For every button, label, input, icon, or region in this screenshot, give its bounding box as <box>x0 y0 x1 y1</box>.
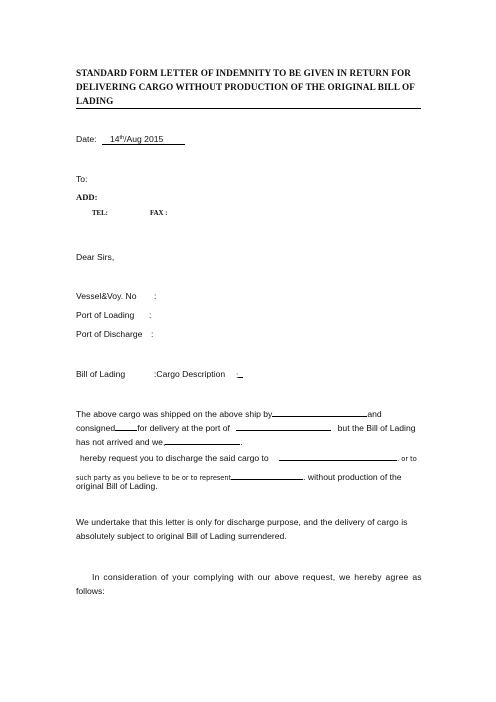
vessel-voyage-colon: : <box>154 291 157 301</box>
to-label: To: <box>76 174 88 184</box>
discharge-to-blank[interactable] <box>279 452 397 461</box>
para1-text-e: but the Bill of Lading <box>337 423 416 433</box>
represent-party-blank[interactable] <box>231 471 303 480</box>
port-of-discharge-colon: : <box>151 329 154 339</box>
para1-line3 <box>76 436 243 447</box>
para2-text-d: . without production of the <box>303 472 402 482</box>
add-label: ADD: <box>76 192 98 202</box>
document-title-line-2: DELIVERING CARGO WITHOUT PRODUCTION OF THE ORIGINAL BILL OF <box>76 82 415 92</box>
fax-label: FAX : <box>150 210 168 217</box>
port-of-discharge-label: Port of Discharge <box>76 329 143 339</box>
vessel-voyage-label: Vessel&Voy. No <box>76 291 137 301</box>
para2-line3: original Bill of Lading. <box>76 481 158 491</box>
para1-text-c: consigned <box>76 423 116 433</box>
para3-line2: absolutely subject to original Bill of Lading surrendered. <box>76 531 287 541</box>
date-day: 14 <box>109 134 120 144</box>
document-title-line-1: STANDARD FORM LETTER OF INDEMNITY TO BE GIVEN IN RETURN FOR <box>76 68 411 78</box>
para1-text-d: for delivery at the port of <box>137 423 230 433</box>
cargo-description-colon: : <box>236 370 239 380</box>
cargo-description-field[interactable] <box>236 369 243 380</box>
salutation: Dear Sirs, <box>76 252 115 262</box>
cargo-description-blank[interactable] <box>238 369 243 378</box>
date-field[interactable] <box>102 134 185 145</box>
para2-line1 <box>80 452 417 463</box>
date-day-suffix: th <box>119 135 125 141</box>
para1-line2 <box>76 422 416 433</box>
shipper-blank[interactable] <box>272 408 367 417</box>
para1-text-g: . <box>240 437 243 447</box>
para1-text-a: The above cargo was shipped on the above ship by <box>76 409 273 419</box>
port-of-loading-label: Port of Loading <box>76 310 135 320</box>
para2-text-c: such party as you believe to be or to represent <box>76 474 232 482</box>
date-line <box>76 134 185 145</box>
para3-line1: We undertake that this letter is only for discharge purpose, and the delivery of cargo is <box>76 517 408 527</box>
para4-line1: In consideration of your complying with our above request, we hereby agree as <box>92 572 422 582</box>
para1-text-f: has not arrived and we, <box>76 437 166 447</box>
para1-line1 <box>76 408 382 419</box>
tel-label: TEL: <box>92 210 108 217</box>
port-of-loading-colon: : <box>149 310 152 320</box>
para2-text-a: hereby request you to discharge the said cargo to <box>80 453 269 463</box>
date-label: Date: <box>76 134 97 144</box>
document-title-line-3: LADING <box>76 96 114 106</box>
para2-text-b: . or to <box>397 455 417 463</box>
para4-line2: follows: <box>76 586 105 596</box>
consignee-blank[interactable] <box>115 422 137 431</box>
bill-of-lading-label: Bill of Lading <box>76 369 126 379</box>
title-rule <box>76 108 421 109</box>
date-rest: /Aug 2015 <box>124 134 164 144</box>
para1-text-b: and <box>367 409 382 419</box>
delivery-port-blank[interactable] <box>236 422 331 431</box>
cargo-description-label: :Cargo Description <box>154 369 226 379</box>
requester-blank[interactable] <box>165 436 243 447</box>
